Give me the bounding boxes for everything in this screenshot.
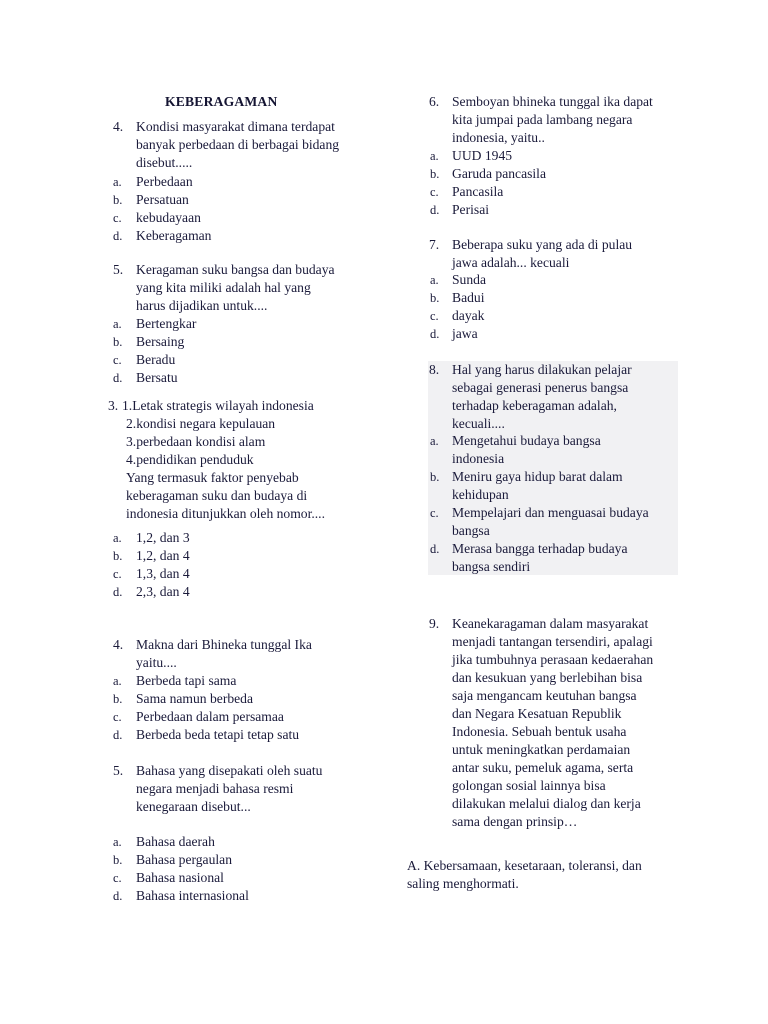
answer-option[interactable] xyxy=(113,333,373,351)
question-text-line: Indonesia. Sebuah bentuk usaha xyxy=(452,724,627,739)
answer-option[interactable] xyxy=(430,271,690,289)
answer-option[interactable] xyxy=(430,289,690,307)
question-text-line: jawa adalah... kecuali xyxy=(452,255,570,270)
question-text-line: Hal yang harus dilakukan pelajar xyxy=(452,362,632,377)
option-text: 2,3, dan 4 xyxy=(136,584,190,599)
question-text-line: indonesia ditunjukkan oleh nomor.... xyxy=(126,506,325,521)
question-text-line: Yang termasuk faktor penyebab xyxy=(126,470,299,485)
option-text: Berbeda beda tetapi tetap satu xyxy=(136,727,300,742)
answer-option[interactable] xyxy=(113,690,373,708)
question-text-line: banyak perbedaan di berbagai bidang xyxy=(136,137,340,152)
option-text: Badui xyxy=(452,290,485,305)
answer-option[interactable] xyxy=(113,726,373,744)
question-text-line: kecuali.... xyxy=(452,416,505,431)
question-text-line: golongan sosial lainnya bisa xyxy=(452,778,606,793)
option-text: Bersaing xyxy=(136,334,185,349)
question-number: 7. xyxy=(429,237,440,252)
answer-option[interactable] xyxy=(430,540,690,576)
option-letter: b. xyxy=(113,335,123,349)
question-number: 6. xyxy=(429,94,440,109)
answer-option[interactable] xyxy=(430,201,690,219)
question-text-line: yaitu.... xyxy=(136,655,177,670)
option-text: Bersatu xyxy=(136,370,178,385)
option-letter: c. xyxy=(430,185,439,199)
option-text: Persatuan xyxy=(136,192,189,207)
answer-option[interactable] xyxy=(430,468,690,504)
answer-option[interactable] xyxy=(113,565,373,583)
answer-option[interactable] xyxy=(113,869,373,887)
option-text: Beradu xyxy=(136,352,176,367)
question-text-line: disebut..... xyxy=(136,155,193,170)
answer-option[interactable] xyxy=(430,147,690,165)
answer-option[interactable] xyxy=(113,708,373,726)
question-number: 5. xyxy=(113,763,124,778)
option-text: Bahasa internasional xyxy=(136,888,249,903)
option-text: dayak xyxy=(452,308,485,323)
question-text-line: terhadap keberagaman adalah, xyxy=(452,398,617,413)
option-letter: b. xyxy=(430,291,440,305)
question-text-line: Makna dari Bhineka tunggal Ika xyxy=(136,637,312,652)
option-text: Mengetahui budaya bangsa xyxy=(452,433,601,448)
question-text-line: Keanekaragaman dalam masyarakat xyxy=(452,616,649,631)
option-letter: a. xyxy=(113,175,122,189)
answer-option[interactable] xyxy=(430,325,690,343)
question-text-line: 2.kondisi negara kepulauan xyxy=(126,416,276,431)
option-text: Pancasila xyxy=(452,184,504,199)
answer-option[interactable] xyxy=(113,547,373,565)
question-text-line: sebagai generasi penerus bangsa xyxy=(452,380,629,395)
answer-option[interactable] xyxy=(113,351,373,369)
option-text: kebudayaan xyxy=(136,210,201,225)
page-title: KEBERAGAMAN xyxy=(165,94,278,109)
option-letter: b. xyxy=(113,692,123,706)
option-text: 1,2, dan 4 xyxy=(136,548,190,563)
option-letter: d. xyxy=(113,229,123,243)
option-letter: d. xyxy=(430,542,440,556)
option-text: Perisai xyxy=(452,202,489,217)
question-text-line: 4.pendidikan penduduk xyxy=(126,452,254,467)
question-text-line: jika tumbuhnya perasaan kedaerahan xyxy=(452,652,654,667)
answer-option[interactable] xyxy=(113,315,373,333)
option-letter: d. xyxy=(113,585,123,599)
question-text-line: menjadi tantangan tersendiri, apalagi xyxy=(452,634,653,649)
option-text: indonesia xyxy=(452,451,505,466)
answer-option[interactable] xyxy=(430,504,690,540)
option-text: Bahasa nasional xyxy=(136,870,224,885)
answer-option[interactable] xyxy=(113,209,373,227)
option-text: UUD 1945 xyxy=(452,148,513,163)
option-text: bangsa xyxy=(452,523,490,538)
option-text: Berbeda tapi sama xyxy=(136,673,237,688)
answer-option[interactable] xyxy=(430,183,690,201)
question-text-line: kita jumpai pada lambang negara xyxy=(452,112,633,127)
option-text: Keberagaman xyxy=(136,228,212,243)
option-letter: b. xyxy=(113,549,123,563)
question-number: 5. xyxy=(113,262,124,277)
option-letter: a. xyxy=(113,835,122,849)
option-letter: c. xyxy=(113,710,122,724)
question-text-line: Kondisi masyarakat dimana terdapat xyxy=(136,119,335,134)
answer-option[interactable] xyxy=(430,307,690,325)
answer-option[interactable] xyxy=(113,529,373,547)
question-text-line: keberagaman suku dan budaya di xyxy=(126,488,308,503)
option-letter: a. xyxy=(113,317,122,331)
question-text-line: Keragaman suku bangsa dan budaya xyxy=(136,262,335,277)
option-letter: d. xyxy=(113,728,123,742)
question-text-line: Beberapa suku yang ada di pulau xyxy=(452,237,633,252)
question-text-line: untuk meningkatkan perdamaian xyxy=(452,742,631,757)
option-letter: d. xyxy=(113,889,123,903)
question-text-line: negara menjadi bahasa resmi xyxy=(136,781,294,796)
option-letter: d. xyxy=(430,327,440,341)
option-text: kehidupan xyxy=(452,487,509,502)
option-text: Perbedaan dalam persamaa xyxy=(136,709,284,724)
option-letter: a. xyxy=(113,674,122,688)
answer-option[interactable] xyxy=(113,369,373,387)
answer-option[interactable] xyxy=(113,833,373,851)
question-text-line: antar suku, pemeluk agama, serta xyxy=(452,760,634,775)
option-letter: c. xyxy=(430,506,439,520)
option-text: Garuda pancasila xyxy=(452,166,546,181)
question-number: 4. xyxy=(113,119,124,134)
option-text: 1,3, dan 4 xyxy=(136,566,190,581)
answer-option[interactable] xyxy=(113,227,373,245)
option-letter: b. xyxy=(113,193,123,207)
answer-option[interactable] xyxy=(113,851,373,869)
question-text-line: dan kesukuan yang berlebihan bisa xyxy=(452,670,643,685)
question-text-line: saja mengancam keutuhan bangsa xyxy=(452,688,637,703)
option-letter: a. xyxy=(430,149,439,163)
option-letter: b. xyxy=(430,470,440,484)
question-text-line: Bahasa yang disepakati oleh suatu xyxy=(136,763,323,778)
question-text-line: 1.Letak strategis wilayah indonesia xyxy=(122,398,314,413)
option-letter: b. xyxy=(430,167,440,181)
option-letter: a. xyxy=(430,434,439,448)
option-text: Meniru gaya hidup barat dalam xyxy=(452,469,623,484)
answer-9-line: saling menghormati. xyxy=(407,876,519,891)
option-text: bangsa sendiri xyxy=(452,559,531,574)
question-number: 8. xyxy=(429,362,440,377)
question-text-line: Semboyan bhineka tunggal ika dapat xyxy=(452,94,653,109)
option-letter: a. xyxy=(430,273,439,287)
question-text-line: dan Negara Kesatuan Republik xyxy=(452,706,622,721)
option-letter: c. xyxy=(113,871,122,885)
question-number: 9. xyxy=(429,616,440,631)
answer-option[interactable] xyxy=(113,583,373,601)
option-letter: d. xyxy=(113,371,123,385)
option-letter: d. xyxy=(430,203,440,217)
option-letter: c. xyxy=(113,211,122,225)
answer-option[interactable] xyxy=(113,672,373,690)
option-text: Sunda xyxy=(452,272,486,287)
question-text-line: sama dengan prinsip… xyxy=(452,814,578,829)
option-text: Perbedaan xyxy=(136,174,193,189)
question-text-line: harus dijadikan untuk.... xyxy=(136,298,268,313)
question-text-line: kenegaraan disebut... xyxy=(136,799,251,814)
option-text: Sama namun berbeda xyxy=(136,691,254,706)
option-text: Bertengkar xyxy=(136,316,197,331)
question-text-line: dilakukan melalui dialog dan kerja xyxy=(452,796,641,811)
question-text-line: yang kita miliki adalah hal yang xyxy=(136,280,311,295)
question-text-line: indonesia, yaitu.. xyxy=(452,130,545,145)
question-number: 4. xyxy=(113,637,124,652)
option-text: Merasa bangga terhadap budaya xyxy=(452,541,628,556)
answer-option[interactable] xyxy=(113,887,373,905)
option-letter: c. xyxy=(113,567,122,581)
option-text: Mempelajari dan menguasai budaya xyxy=(452,505,649,520)
answer-9-line: A. Kebersamaan, kesetaraan, toleransi, dan xyxy=(407,858,642,873)
option-text: Bahasa daerah xyxy=(136,834,215,849)
question-number: 3. xyxy=(108,398,119,413)
option-text: 1,2, dan 3 xyxy=(136,530,190,545)
answer-option[interactable] xyxy=(430,165,690,183)
option-letter: a. xyxy=(113,531,122,545)
question-text-line: 3.perbedaan kondisi alam xyxy=(126,434,266,449)
answer-option[interactable] xyxy=(430,432,690,468)
option-letter: b. xyxy=(113,853,123,867)
option-letter: c. xyxy=(430,309,439,323)
option-text: jawa xyxy=(452,326,478,341)
option-letter: c. xyxy=(113,353,122,367)
answer-option[interactable] xyxy=(113,173,373,191)
option-text: Bahasa pergaulan xyxy=(136,852,232,867)
answer-option[interactable] xyxy=(113,191,373,209)
